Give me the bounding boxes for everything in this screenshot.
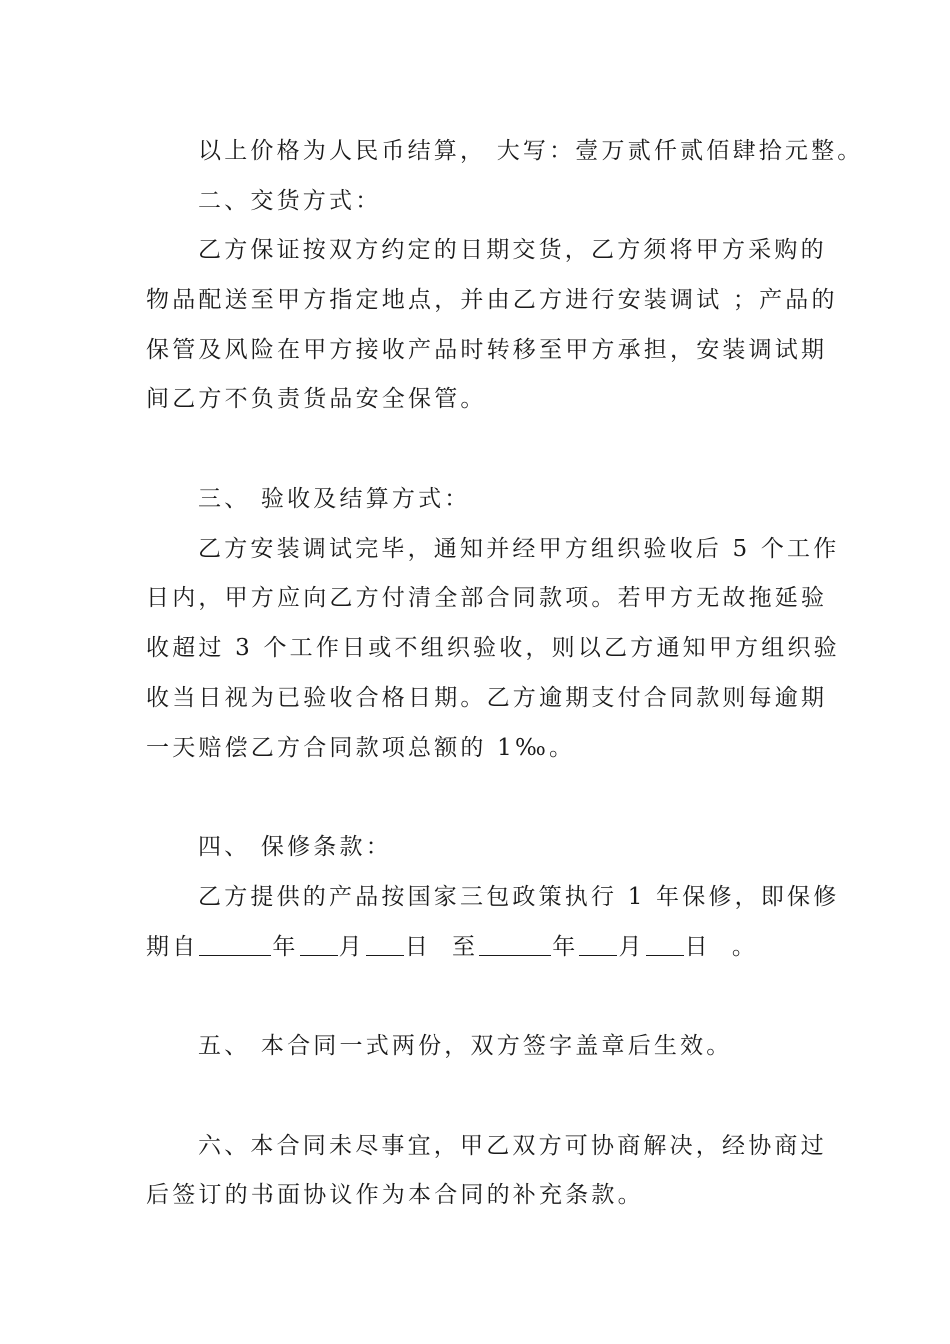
start-day-blank [366,935,404,956]
section-3-paragraph-line: 乙方安装调试完毕，通知并经甲方组织验收后 5 个工作 [198,536,840,562]
to-label: 至 [452,934,479,960]
start-month-blank [300,935,338,956]
section-3-heading: 三、 验收及结算方式： [198,486,471,512]
section-4-heading: 四、 保修条款： [198,834,392,860]
section-4-paragraph-line: 乙方提供的产品按国家三包政策执行 1 年保修，即保修 [198,884,840,910]
price-summary-line: 以上价格为人民币结算， 大写：壹万贰仟贰佰肆拾元整。 [198,138,864,164]
section-2-heading: 二、交货方式： [198,188,382,214]
section-3-paragraph-line: 一天赔偿乙方合同款项总额的 1‰。 [146,735,576,761]
section-2-paragraph-line: 物品配送至甲方指定地点，并由乙方进行安装调试 ；产品的 [146,287,838,313]
warranty-prefix: 期自 [146,934,199,960]
warranty-period-line [146,932,758,962]
section-3-paragraph-line: 收超过 3 个工作日或不组织验收，则以乙方通知甲方组织验 [146,635,840,661]
end-day-label: 日 [684,934,711,960]
start-year-label: 年 [272,934,299,960]
end-month-blank [579,935,617,956]
end-year-blank [479,935,551,956]
end-year-label: 年 [552,934,579,960]
section-3-paragraph-line: 收当日视为已验收合格日期。乙方逾期支付合同款则每逾期 [146,685,828,711]
section-6-paragraph-line: 后签订的书面协议作为本合同的补充条款。 [146,1182,644,1208]
section-3-paragraph-line: 日内，甲方应向乙方付清全部合同款项。若甲方无故拖延验 [146,585,828,611]
section-5-line: 五、 本合同一式两份，双方签字盖章后生效。 [198,1033,733,1059]
start-day-label: 日 [404,934,432,960]
section-2-paragraph-line: 乙方保证按双方约定的日期交货，乙方须将甲方采购的 [198,237,827,263]
section-2-paragraph-line: 间乙方不负责货品安全保管。 [146,386,487,412]
end-month-label: 月 [618,934,645,960]
section-6-paragraph-line: 六、本合同未尽事宜，甲乙双方可协商解决，经协商过 [198,1133,827,1159]
section-2-paragraph-line: 保管及风险在甲方接收产品时转移至甲方承担，安装调试期 [146,337,828,363]
start-month-label: 月 [338,934,365,960]
end-day-blank [646,935,684,956]
period-end-mark: 。 [731,934,759,960]
start-year-blank [199,935,271,956]
